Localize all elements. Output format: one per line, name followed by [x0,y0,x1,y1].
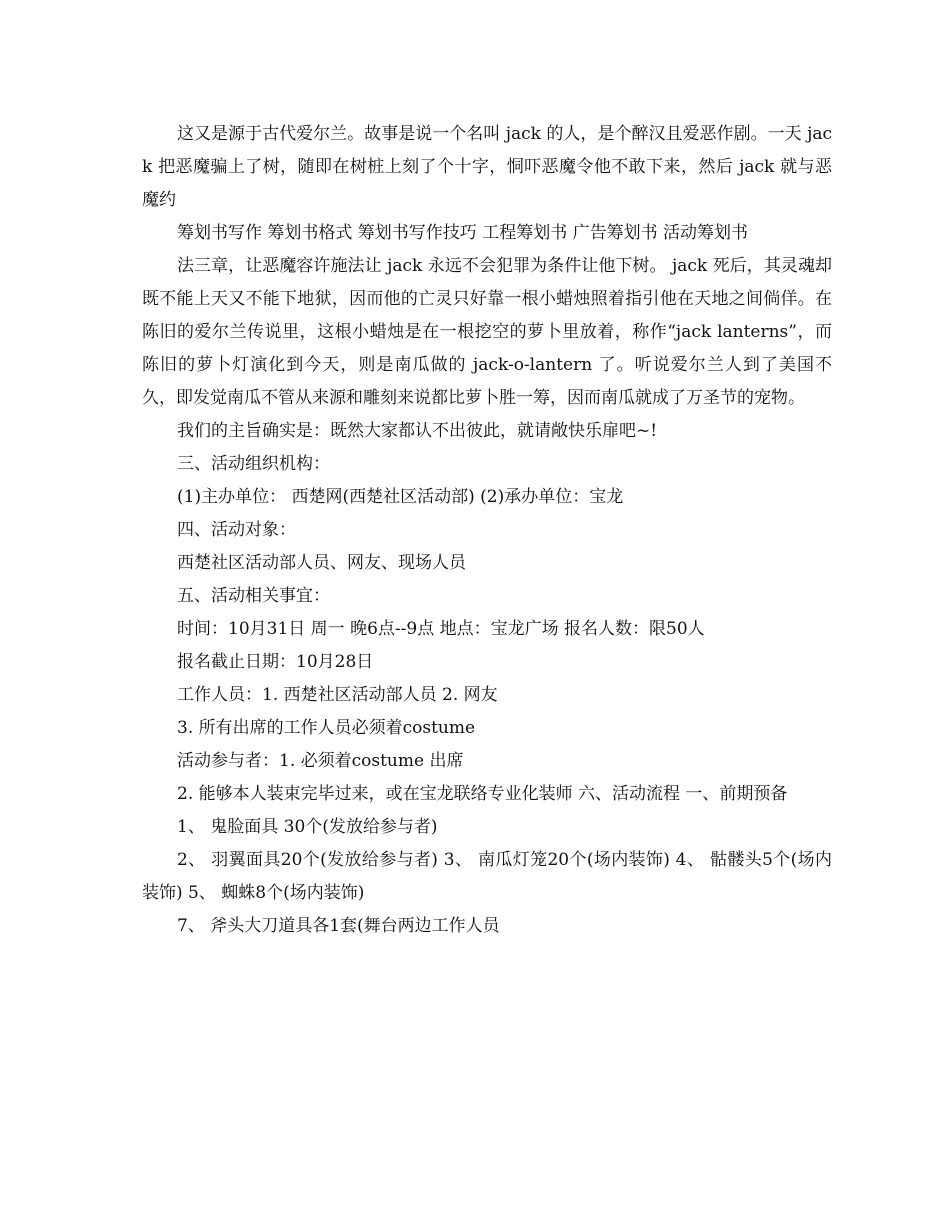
list-item-props: 7、 斧头大刀道具各1套(舞台两边工作人员 [177,916,500,936]
paragraph-participants: 活动参与者：1. 必须着costume 出席 [177,751,464,771]
paragraph-halloween-origin: 这又是源于古代爱尔兰。故事是说一个名叫 jack 的人，是个醉汉且爱恶作剧。一天 jack 把恶魔骗上了树，随即在树桩上刻了个十字，恫吓恶魔令他不敢下来，然后 jack 就与恶魔约 [142,124,832,210]
paragraph-purpose: 我们的主旨确实是：既然大家都认不出彼此，就请敞快乐扉吧~! [177,421,658,441]
heading-event-details: 五、活动相关事宜： [177,586,330,606]
paragraph-time-location: 时间：10月31日 周一 晚6点--9点 地点：宝龙广场 报名人数：限50人 [177,619,705,639]
paragraph-audience: 西楚社区活动部人员、网友、现场人员 [177,553,466,573]
heading-audience: 四、活动对象： [177,520,296,540]
paragraph-preparation: 2. 能够本人装束完毕过来，或在宝龙联络专业化装师 六、活动流程 一、前期预备 [177,784,788,804]
paragraph-planning-links: 筹划书写作 筹划书格式 筹划书写作技巧 工程筹划书 广告筹划书 活动筹划书 [177,223,749,243]
heading-organization: 三、活动组织机构： [177,454,330,474]
paragraph-organizers: (1)主办单位： 西楚网(西楚社区活动部) (2)承办单位：宝龙 [177,487,624,507]
list-item-ghost-masks: 1、 鬼脸面具 30个(发放给参与者) [177,817,438,837]
paragraph-staff: 工作人员：1. 西楚社区活动部人员 2. 网友 [177,685,498,705]
document-body [142,118,832,943]
paragraph-jack-lantern-story: 法三章，让恶魔容许施法让 jack 永远不会犯罪为条件让他下树。 jack 死后，其灵魂却既不能上天又不能下地狱，因而他的亡灵只好靠一根小蜡烛照着指引他在天地之间倘佯。在陈旧的爱尔兰传说里，这根小蜡烛是在一根挖空的萝卜里放着，称作“jack lanterns”，而陈旧的萝卜灯演化到今天，则是南瓜做的 jack-o-lantern 了。听说爱尔兰人到了美国不久，即发觉南瓜不管从来源和雕刻来说都比萝卜胜一筹，因而南瓜就成了万圣节的宠物。 [142,256,832,408]
paragraph-deadline: 报名截止日期：10月28日 [177,652,374,672]
paragraph-staff-costume: 3. 所有出席的工作人员必须着costume [177,718,476,738]
list-item-decorations: 2、 羽翼面具20个(发放给参与者) 3、 南瓜灯笼20个(场内装饰) 4、 骷髅头5个(场内装饰) 5、 蜘蛛8个(场内装饰) [142,850,832,903]
